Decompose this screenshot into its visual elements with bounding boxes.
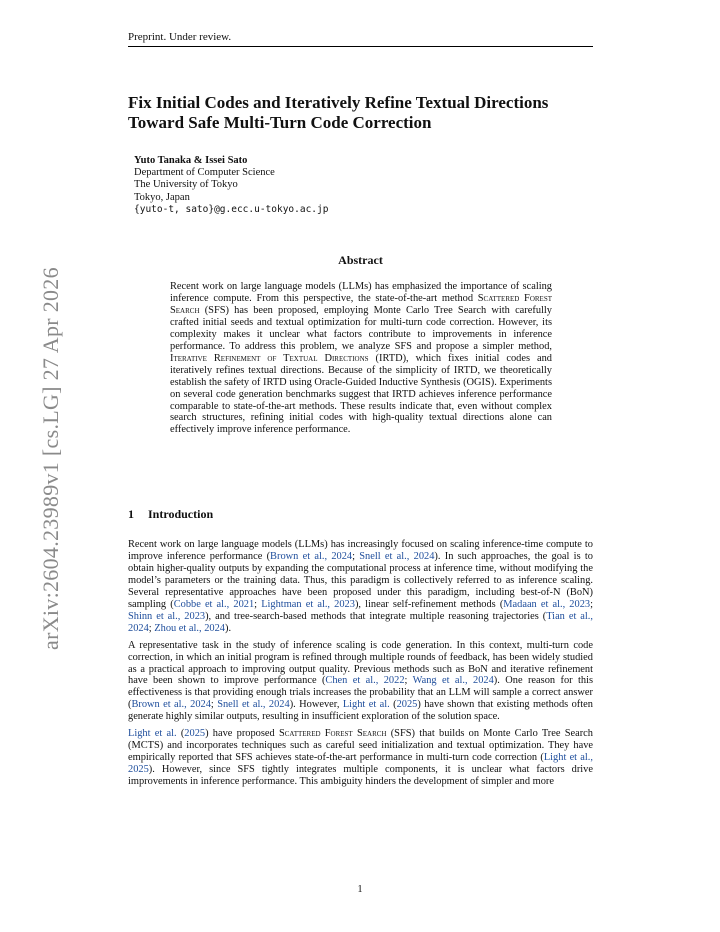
citation-link[interactable]: Chen et al., 2022 [325, 675, 405, 687]
section-title: Introduction [148, 507, 214, 521]
abstract-text-part: (IRTD), which fixes initial codes and iteratively refines textual directions. Because of the simplicity of IRTD, we theoretically establish the safety of IRTD using Oracle-Guided Inductive Synthesis (OGIS). Experiments on several code generation benchmarks suggest that IRTD achieves inference performance comparable to state-of-the-art methods. These results indicate that, even without complex search structures, refining initial codes with high-quality textual directions alone can effectively improve inference performance. [170, 352, 553, 436]
author-email: {yuto-t, sato}@g.ecc.u-tokyo.ac.jp [134, 203, 329, 215]
text-part: ). However, since SFS tightly integrates multiple components, it is unclear what factors drive improvements in inference performance. This ambiguity hinders the development of simpler and more [128, 764, 593, 788]
running-header: Preprint. Under review. [128, 31, 232, 43]
text-part: ). [224, 622, 232, 634]
text-part: ( [389, 699, 397, 711]
sfs-method-name: Scattered Forest Search [170, 292, 552, 316]
citation-link[interactable]: Brown et al., 2024 [270, 550, 353, 562]
citation-link[interactable]: Light et al. [128, 728, 177, 740]
paper-title: Fix Initial Codes and Iteratively Refine Textual Directions Toward Safe Multi-Turn Code Correction [128, 93, 549, 132]
abstract-text-part: (SFS) has been proposed, employing Monte Carlo Tree Search with carefully crafted initial seeds and textual optimization for multi-turn code correction. However, its complexity makes it unclear what factors contribute to improvements in inference performance. To address this problem, we analyze SFS and propose a simpler method, [170, 304, 552, 352]
citation-link[interactable]: 2025 [396, 699, 418, 711]
citation-link[interactable]: Light et al. [342, 699, 390, 711]
text-part: A representative task in the study of inference scaling is code generation. In this context, multi-turn code correction, in which an initial program is refined through multiple rounds of feedback, has been widely studied as a practical approach to improving output quality. Previous methods such as BoN and iterative refinement have been shown to improve performance ( [128, 639, 593, 687]
author-block [134, 155, 328, 216]
irtd-method-name: Iterative Refinement of Textual Directions [170, 352, 369, 364]
intro-paragraph-3 [128, 728, 593, 788]
author-names: Yuto Tanaka & Issei Sato [134, 155, 248, 166]
citation-link[interactable]: Lightman et al., 2023 [261, 598, 355, 610]
text-part: ; [148, 622, 155, 634]
text-part: ; [352, 550, 360, 562]
abstract-heading: Abstract [338, 253, 383, 267]
section-number: 1 [128, 507, 134, 521]
text-part: ), and tree-search-based methods that integrate multiple reasoning trajectories ( [205, 610, 547, 622]
text-part: ), linear self-refinement methods ( [354, 598, 504, 610]
intro-paragraph-2 [128, 640, 593, 724]
citation-link[interactable]: Cobbe et al., 2021 [173, 598, 255, 610]
author-university: The University of Tokyo [134, 179, 238, 191]
citation-link[interactable]: Shinn et al., 2023 [128, 610, 206, 622]
citation-link[interactable]: 2025 [184, 728, 206, 740]
author-location: Tokyo, Japan [134, 191, 190, 203]
citation-link[interactable]: Brown et al., 2024 [131, 699, 211, 711]
abstract-text-part: Recent work on large language models (LLMs) has emphasized the importance of scaling inference compute. From this perspective, the state-of-the-art method [170, 281, 552, 304]
citation-link[interactable]: Zhou et al., 2024 [154, 622, 225, 634]
text-part: (SFS) that builds on Monte Carlo Tree Search (MCTS) and incorporates techniques such as careful seed initialization and textual optimization. They have empirically reported that SFS achieves state-of-the-art performance in multi-turn code correction ( [128, 728, 593, 764]
text-part: Recent work on large language models (LLMs) has increasingly focused on scaling inference-time compute to improve inference performance ( [128, 539, 593, 562]
text-part: ) have shown that existing methods often generate highly similar outputs, resulting in insufficient exploration of the solution space. [128, 699, 593, 723]
text-part: ( [176, 728, 185, 740]
text-part: ). However, [289, 699, 343, 711]
text-part: ). One reason for this effectiveness is that providing enough trials increases the probability that an LLM will sample a correct answer ( [128, 675, 594, 711]
text-part: ) have proposed [205, 728, 279, 740]
citation-link[interactable]: Snell et al., 2024 [217, 699, 290, 711]
page-number: 1 [357, 884, 363, 895]
introduction-body [128, 539, 593, 793]
arxiv-identifier: arXiv:2604.23989v1 [cs.LG] 27 Apr 2026 [38, 267, 63, 650]
text-part: ; [590, 598, 593, 610]
sfs-method-name: Scattered Forest Search [278, 728, 387, 740]
text-part: ). In such approaches, the goal is to obtain higher-quality outputs by expanding the computational process at inference time, without modifying the model’s parameters or the training data. Thus, this paradigm is collectively referred to as inference scaling. Several representative approaches have been proposed under this paradigm, including best-of-N (BoN) sampling ( [128, 550, 593, 610]
text-part: ; [404, 675, 413, 687]
citation-link[interactable]: Wang et al., 2024 [412, 675, 494, 687]
section-heading [128, 507, 213, 522]
citation-link[interactable]: Tian et al., 2024 [128, 610, 593, 634]
text-part: ; [210, 699, 218, 711]
text-part: ; [254, 598, 262, 610]
author-department: Department of Computer Science [134, 167, 275, 179]
citation-link[interactable]: Light et al., 2025 [128, 752, 593, 776]
intro-paragraph-1 [128, 539, 593, 635]
citation-link[interactable]: Snell et al., 2024 [359, 550, 435, 562]
header-rule [128, 46, 593, 47]
abstract-text [170, 281, 552, 436]
citation-link[interactable]: Madaan et al., 2023 [503, 598, 591, 610]
